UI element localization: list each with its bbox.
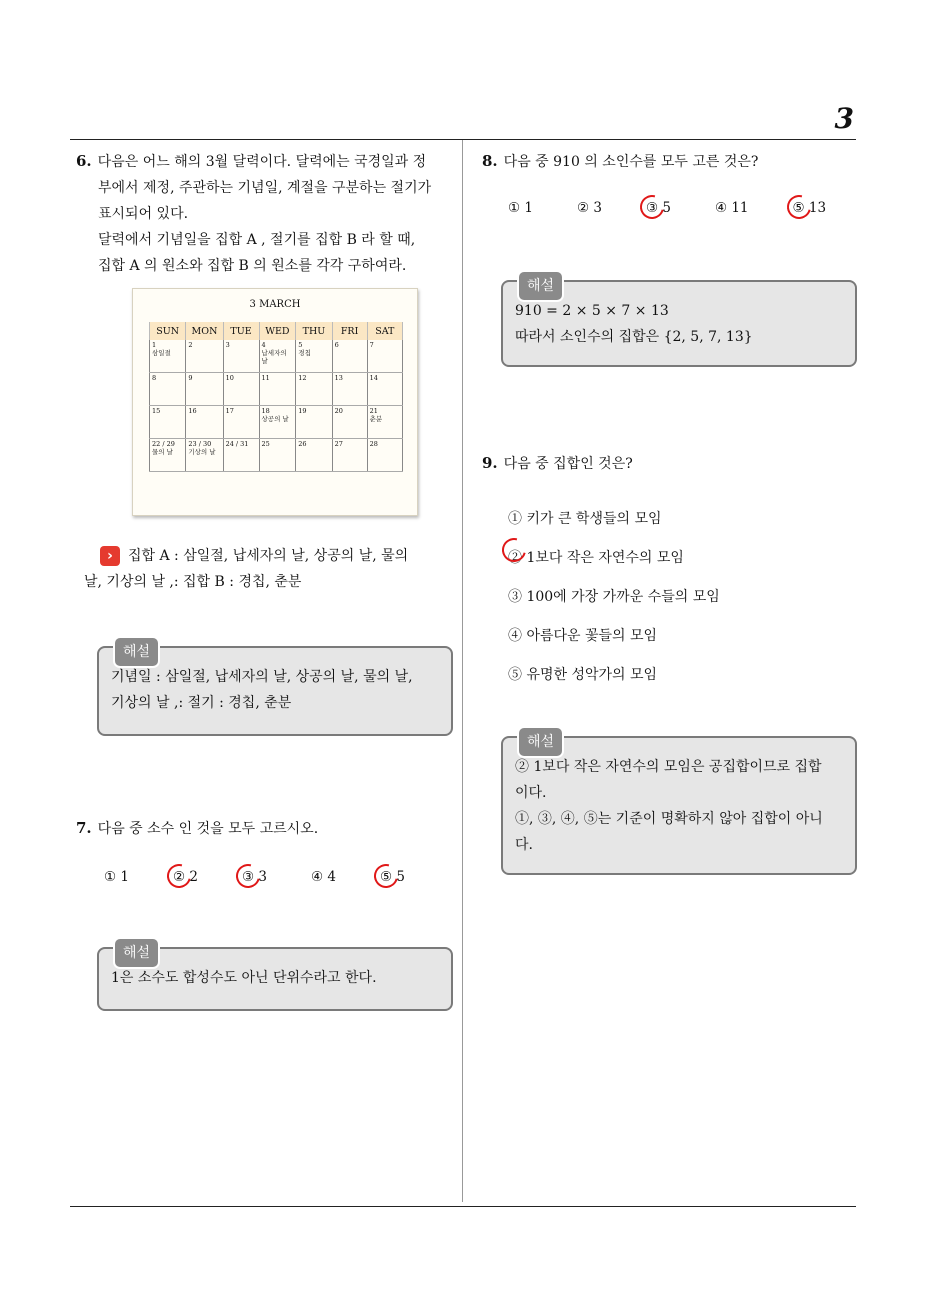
choices-7: [104, 869, 449, 885]
calendar-date: 10: [225, 374, 234, 382]
choice-option[interactable]: [793, 200, 827, 216]
calendar-event: 상공의 날: [261, 415, 289, 423]
hint-box-6: [97, 646, 453, 736]
calendar-date: 9: [188, 374, 193, 382]
choice-option[interactable]: [173, 869, 198, 885]
calendar-date: 15: [152, 407, 161, 415]
calendar-cell: [223, 439, 259, 472]
question-line: 표시되어 있다.: [98, 206, 189, 222]
hint-label: 해설: [517, 270, 564, 302]
question-number: 8.: [482, 152, 498, 170]
question-text: 다음 중 소수 인 것을 모두 고르시오.: [97, 821, 319, 837]
choice-option[interactable]: [242, 869, 267, 885]
question-text: 다음 중 집합인 것은?: [503, 456, 633, 472]
hint-line: ② 1보다 작은 자연수의 모임은 공집합이므로 집합: [515, 759, 822, 775]
calendar-date: 17: [225, 407, 234, 415]
calendar-cell: [367, 406, 402, 439]
calendar-cell: [296, 373, 332, 406]
choice-label: ④ 4: [310, 869, 336, 885]
calendar-date: 4: [261, 341, 266, 349]
calendar-event: 기상의 날: [188, 448, 216, 456]
answer-circle-mark: [370, 860, 403, 893]
calendar-date: 27: [334, 440, 343, 448]
hint-box-9: [501, 736, 857, 875]
hint-box-7: [97, 947, 453, 1011]
calendar-cell: [259, 406, 296, 439]
choice-label: ⑤ 5: [379, 869, 405, 885]
question-number: 7.: [76, 819, 92, 837]
calendar-date: 25: [261, 440, 270, 448]
question-7: [76, 815, 318, 842]
calendar-date: 22 / 29: [152, 440, 175, 448]
hint-label: 해설: [517, 726, 564, 758]
choice-label: ① 1: [104, 869, 129, 885]
hint-label: 해설: [113, 937, 160, 969]
answer-6: [84, 543, 460, 595]
hint-line: 따라서 소인수의 집합은 {2, 5, 7, 13}: [515, 329, 753, 345]
question-line: 집합 A 의 원소와 집합 B 의 원소를 각각 구하여라.: [98, 258, 407, 274]
calendar-date: 21: [369, 407, 378, 415]
calendar-title: 3 MARCH: [249, 299, 301, 310]
calendar-date: 2: [188, 341, 193, 349]
hint-box-8: [501, 280, 857, 367]
question-line: 부에서 제정, 주관하는 기념일, 계절을 구분하는 절기가: [98, 180, 432, 196]
calendar-cell: [259, 373, 296, 406]
calendar-day-header: SUN: [150, 322, 186, 340]
column-divider: [462, 140, 463, 1202]
calendar-date: 18: [261, 407, 270, 415]
choice-option[interactable]: [508, 497, 720, 536]
calendar-cell: [150, 340, 186, 373]
calendar-cell: [296, 406, 332, 439]
calendar-day-header: FRI: [332, 322, 367, 340]
question-8: [482, 148, 758, 175]
calendar-date: 20: [334, 407, 343, 415]
calendar-date: 5: [298, 341, 303, 349]
calendar-date: 3: [225, 341, 230, 349]
calendar-cell: [259, 439, 296, 472]
calendar-image: [132, 288, 418, 516]
calendar-day-header: WED: [259, 322, 296, 340]
question-9: [482, 450, 633, 477]
calendar-date: 23 / 30: [188, 440, 212, 448]
calendar-cell: [150, 373, 186, 406]
calendar-cell: [332, 373, 367, 406]
choice-option[interactable]: [508, 614, 720, 653]
calendar-cell: [150, 439, 186, 472]
calendar-date: 13: [334, 374, 343, 382]
hint-line: 1은 소수도 합성수도 아닌 단위수라고 한다.: [111, 970, 377, 986]
calendar-date: 8: [152, 374, 157, 382]
hint-line: 이다.: [515, 785, 547, 801]
top-rule: [70, 139, 856, 140]
choices-9: [508, 497, 720, 692]
choice-option[interactable]: [104, 869, 129, 885]
choice-label: ② 2: [172, 869, 198, 885]
choice-option[interactable]: [715, 200, 749, 216]
calendar-date: 19: [298, 407, 307, 415]
calendar-cell: [223, 373, 259, 406]
calendar-day-header: SAT: [367, 322, 402, 340]
question-6: [76, 148, 460, 279]
question-number: 9.: [482, 454, 498, 472]
question-text: 다음 중 910 의 소인수를 모두 고른 것은?: [503, 154, 759, 170]
calendar-cell: [332, 439, 367, 472]
choice-option[interactable]: [508, 200, 533, 216]
calendar-date: 16: [188, 407, 197, 415]
choice-option[interactable]: [646, 200, 671, 216]
calendar-cell: [259, 340, 296, 373]
answer-line: 집합 A : 삼일절, 납세자의 날, 상공의 날, 물의: [128, 548, 409, 564]
calendar-cell: [186, 406, 223, 439]
answer-circle-mark: [163, 860, 196, 893]
hint-line: ①, ③, ④, ⑤는 기준이 명확하지 않아 집합이 아니: [515, 811, 823, 827]
calendar-event: 삼일절: [152, 349, 171, 357]
calendar-cell: [367, 340, 402, 373]
choices-8: [508, 200, 870, 216]
hint-label: 해설: [113, 636, 160, 668]
calendar-event: 경칩: [298, 349, 311, 357]
calendar-cell: [223, 406, 259, 439]
choice-label: ② 3: [576, 200, 602, 216]
choice-option[interactable]: [508, 575, 720, 614]
answer-circle-mark: [232, 860, 265, 893]
calendar-cell: [296, 340, 332, 373]
question-number: 6.: [76, 152, 92, 170]
choice-label: ② 1보다 작은 자연수의 모임: [508, 550, 684, 566]
calendar-grid: [149, 322, 403, 472]
choice-label: ⑤ 13: [792, 200, 827, 216]
hint-line: 기념일 : 삼일절, 납세자의 날, 상공의 날, 물의 날,: [111, 669, 413, 685]
calendar-cell: [186, 373, 223, 406]
choice-option[interactable]: [508, 653, 720, 692]
calendar-date: 14: [369, 374, 378, 382]
calendar-cell: [296, 439, 332, 472]
calendar-cell: [367, 439, 402, 472]
calendar-cell: [332, 406, 367, 439]
calendar-date: 11: [261, 374, 270, 382]
calendar-date: 7: [369, 341, 374, 349]
choice-label: ⑤ 유명한 성악가의 모임: [508, 667, 658, 683]
choice-label: ③ 5: [645, 200, 671, 216]
hint-line: 910 = 2 × 5 × 7 × 13: [515, 303, 669, 319]
calendar-date: 26: [298, 440, 307, 448]
hint-line: 다.: [515, 837, 533, 853]
calendar-day-header: MON: [186, 322, 223, 340]
answer-line: 날, 기상의 날 ,: 집합 B : 경칩, 춘분: [84, 574, 302, 590]
choice-option[interactable]: [577, 200, 602, 216]
answer-circle-mark: [782, 191, 815, 224]
calendar-date: 24 / 31: [225, 440, 249, 448]
calendar-day-header: TUE: [223, 322, 259, 340]
calendar-cell: [223, 340, 259, 373]
question-line: 달력에서 기념일을 집합 A , 절기를 집합 B 라 할 때,: [98, 232, 416, 248]
choice-label: ① 1: [508, 200, 533, 216]
choice-label: ③ 100에 가장 가까운 수들의 모임: [508, 589, 720, 605]
choice-label: ④ 아름다운 꽃들의 모임: [508, 628, 658, 644]
question-line: 다음은 어느 해의 3월 달력이다. 달력에는 국경일과 정: [97, 154, 427, 170]
choice-label: ④ 11: [714, 200, 749, 216]
choice-option[interactable]: [380, 869, 405, 885]
calendar-day-header: THU: [296, 322, 332, 340]
answer-circle-mark: [636, 191, 669, 224]
calendar-event: 춘분: [369, 415, 383, 423]
page-number: 3: [834, 102, 854, 135]
calendar-date: 28: [369, 440, 378, 448]
calendar-cell: [332, 340, 367, 373]
choice-option[interactable]: [311, 869, 336, 885]
bottom-rule: [70, 1206, 856, 1207]
calendar-cell: [186, 439, 223, 472]
answer-arrow-icon: ›: [100, 546, 120, 566]
calendar-cell: [150, 406, 186, 439]
calendar-date: 12: [298, 374, 307, 382]
choice-label: ① 키가 큰 학생들의 모임: [508, 511, 662, 527]
choice-option[interactable]: [508, 536, 720, 575]
calendar-event: 납세자의 날: [261, 349, 287, 365]
hint-line: 기상의 날 ,: 절기 : 경칩, 춘분: [111, 695, 292, 711]
calendar-cell: [186, 340, 223, 373]
calendar-date: 1: [152, 341, 157, 349]
calendar-date: 6: [334, 341, 339, 349]
calendar-event: 물의 날: [152, 448, 173, 456]
choice-label: ③ 3: [241, 869, 267, 885]
calendar-cell: [367, 373, 402, 406]
